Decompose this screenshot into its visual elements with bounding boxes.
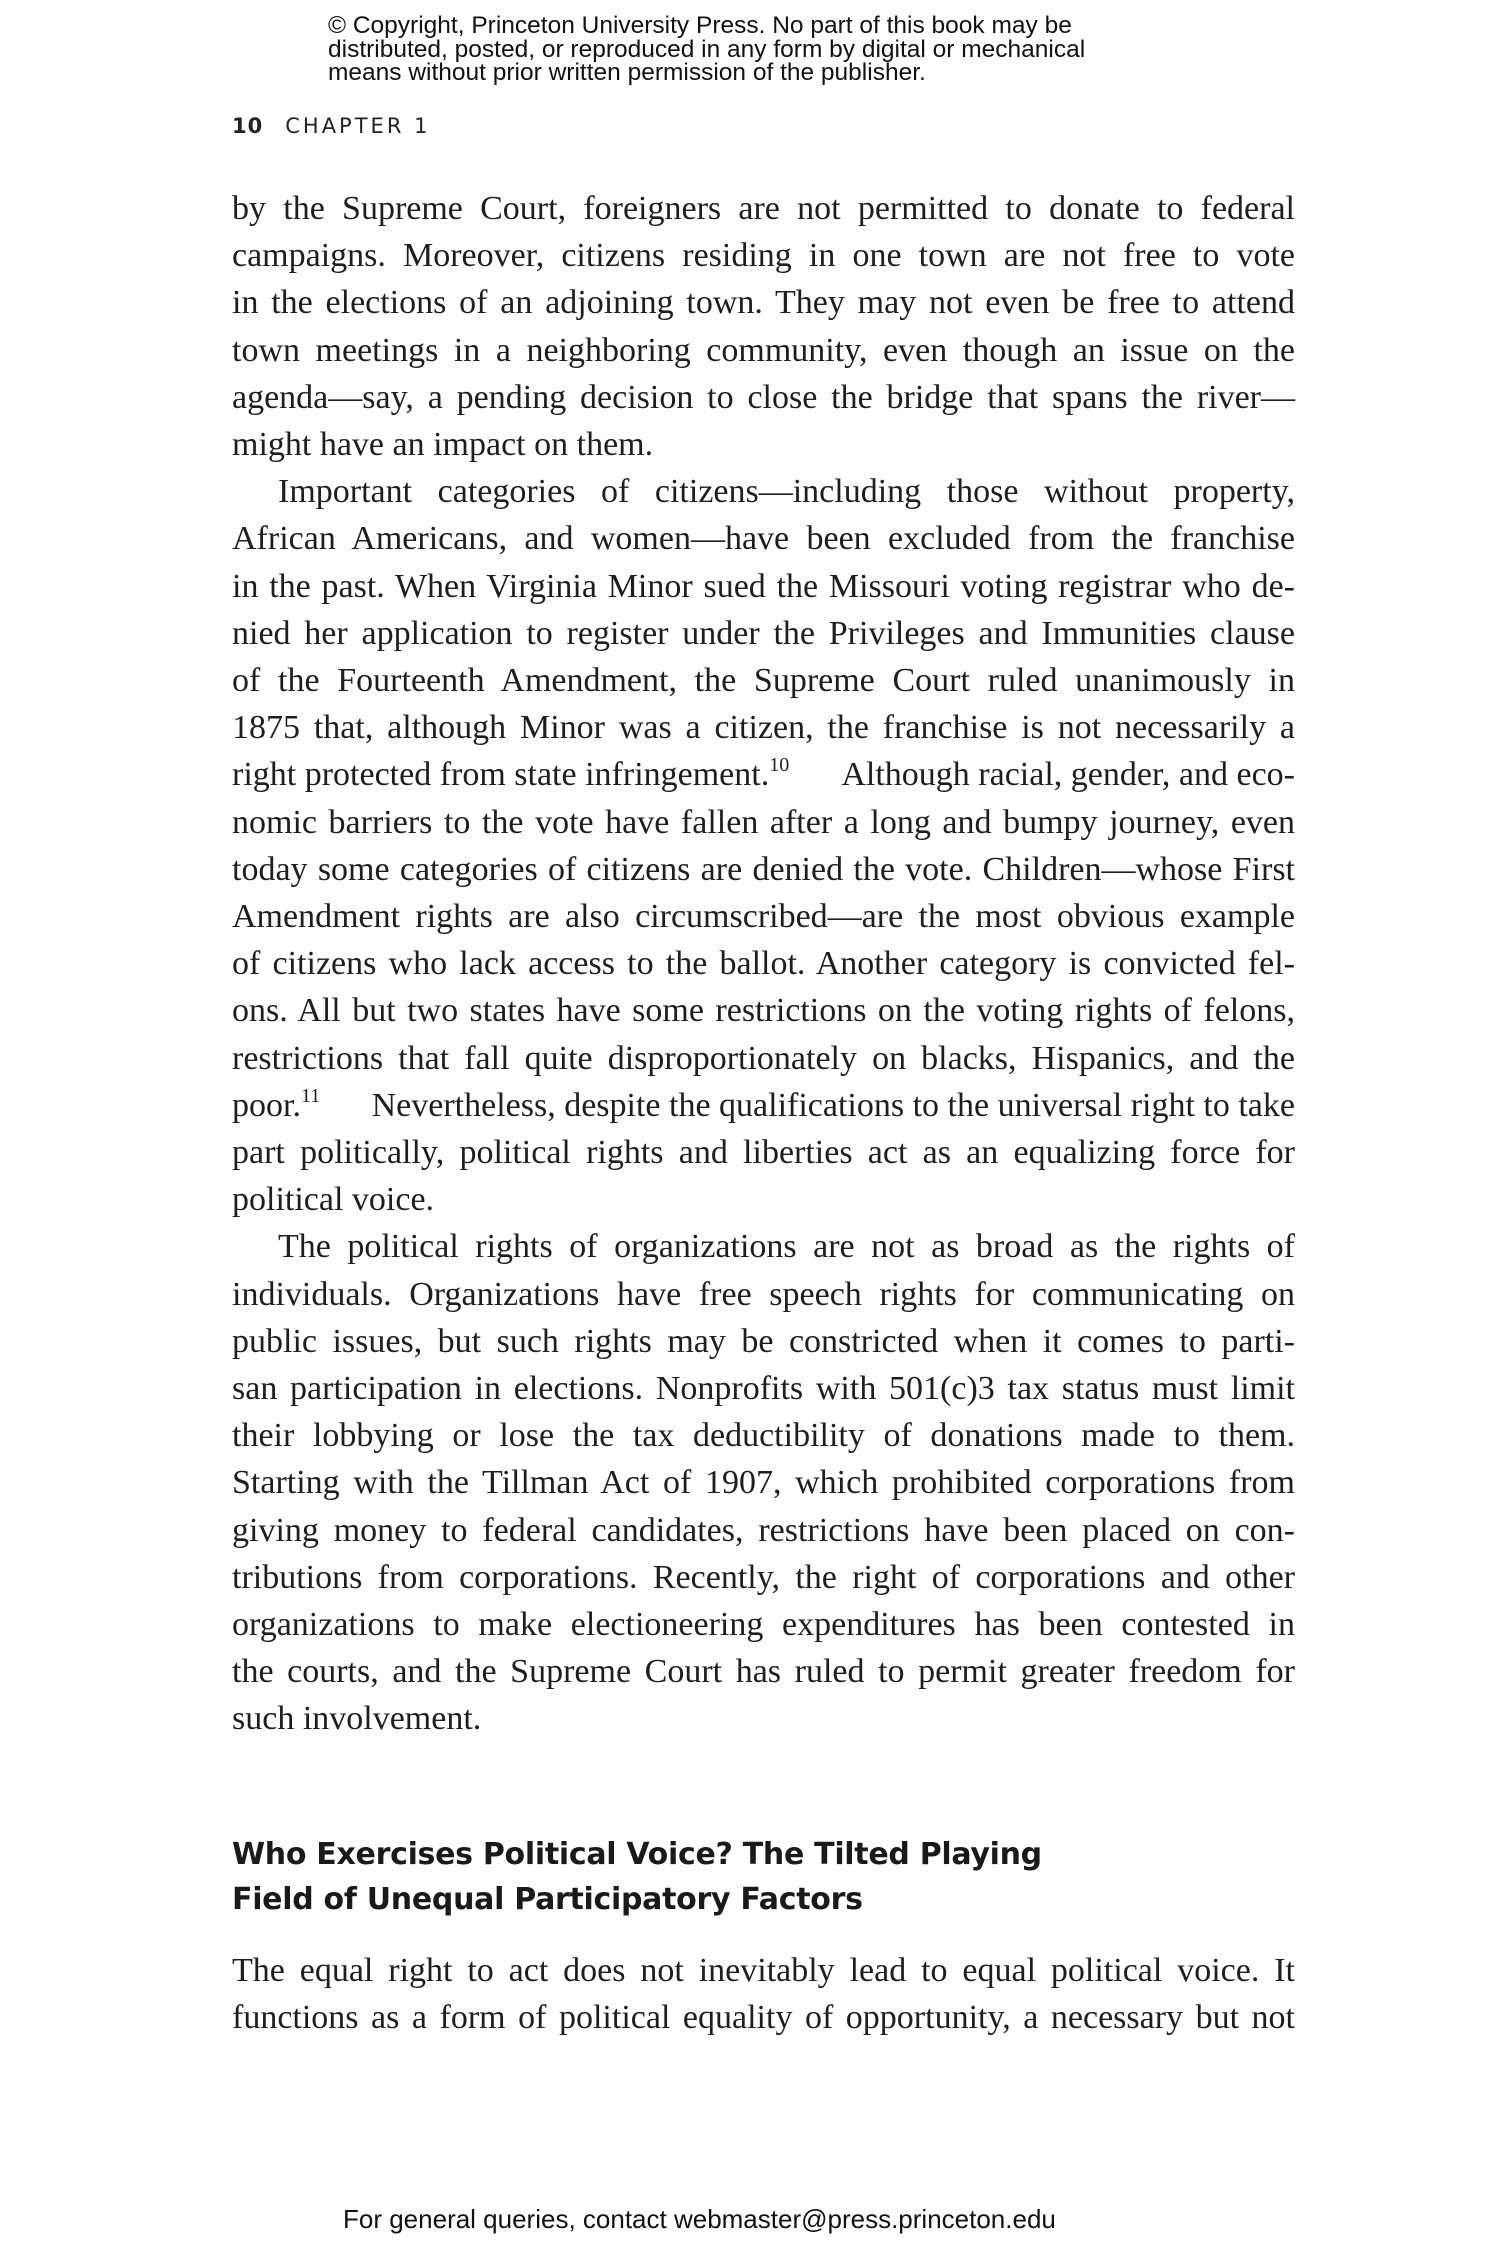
- text-line: part politically, political rights and liberties act as an equalizing force for: [232, 1133, 1295, 1171]
- text-line: African Americans, and women—have been excluded from the franchise: [232, 520, 1295, 558]
- text-span: Although racial, gender, and eco-: [841, 756, 1295, 794]
- text-line: political voice.: [232, 1181, 435, 1219]
- text-line: such involvement.: [232, 1700, 482, 1738]
- section-heading: [232, 1832, 1132, 1922]
- text-span: poor.: [232, 1086, 301, 1124]
- text-line: their lobbying or lose the tax deductibility of donations made to them.: [232, 1417, 1295, 1455]
- text-line: organizations to make electioneering expenditures has been contested in: [232, 1605, 1295, 1643]
- text-line: giving money to federal candidates, restrictions have been placed on con-: [232, 1511, 1295, 1549]
- text-line: [232, 1084, 1295, 1134]
- text-line: Starting with the Tillman Act of 1907, which prohibited corporations from: [232, 1464, 1295, 1502]
- text-line: individuals. Organizations have free speech rights for communicating on: [232, 1275, 1295, 1313]
- text-line: The political rights of organizations are not as broad as the rights of: [278, 1228, 1295, 1266]
- text-line: functions as a form of political equality of opportunity, a necessary but not: [232, 1999, 1295, 2037]
- footnote-ref-10[interactable]: 10: [769, 754, 790, 777]
- text-line: of citizens who lack access to the ballot. Another category is convicted fel-: [232, 945, 1295, 983]
- copyright-line: distributed, posted, or reproduced in any form by digital or mechanical: [328, 35, 1086, 63]
- text-line: Important categories of citizens—including those without property,: [278, 473, 1295, 511]
- text-line: tributions from corporations. Recently, the right of corporations and other: [232, 1558, 1295, 1596]
- text-line: of the Fourteenth Amendment, the Supreme Court ruled unanimously in: [232, 661, 1295, 699]
- copyright-notice: [328, 14, 1228, 85]
- text-line: 1875 that, although Minor was a citizen, the franchise is not necessarily a: [232, 709, 1295, 747]
- text-line: town meetings in a neighboring community, even though an issue on the: [232, 331, 1295, 369]
- text-line: agenda—say, a pending decision to close the bridge that spans the river—: [232, 378, 1295, 416]
- heading-line: Who Exercises Political Voice? The Tilted Playing: [232, 1837, 1042, 1872]
- text-line: might have an impact on them.: [232, 426, 654, 463]
- text-line: public issues, but such rights may be constricted when it comes to parti-: [232, 1322, 1295, 1360]
- text-line: nied her application to register under the Privileges and Immunities clause: [232, 614, 1295, 652]
- text-line: The equal right to act does not inevitably lead to equal political voice. It: [232, 1952, 1295, 1989]
- text-line: ons. All but two states have some restrictions on the voting rights of felons,: [232, 992, 1295, 1030]
- text-span: Nevertheless, despite the qualifications to the universal right to take: [371, 1086, 1295, 1124]
- text-line: Amendment rights are also circumscribed—are the most obvious example: [232, 897, 1295, 935]
- text-line: san participation in elections. Nonprofits with 501(c)3 tax status must limit: [232, 1369, 1295, 1407]
- footnote-ref-11[interactable]: 11: [300, 1084, 321, 1107]
- text-line: [232, 756, 1295, 803]
- text-line: in the past. When Virginia Minor sued the Missouri voting registrar who de-: [232, 567, 1295, 605]
- text-line: nomic barriers to the vote have fallen after a long and bumpy journey, even: [232, 803, 1295, 841]
- heading-line: Field of Unequal Participatory Factors: [232, 1882, 863, 1917]
- copyright-line: means without prior written permission of the publisher.: [328, 59, 926, 87]
- footer-contact: For general queries, contact webmaster@press.princeton.edu: [343, 2204, 1056, 2234]
- page-number: 10: [232, 114, 264, 138]
- chapter-label: CHAPTER 1: [285, 114, 431, 138]
- text-span: right protected from state infringement.: [232, 756, 770, 794]
- text-line: in the elections of an adjoining town. They may not even be free to attend: [232, 284, 1295, 322]
- text-line: restrictions that fall quite disproportionately on blacks, Hispanics, and the: [232, 1039, 1295, 1077]
- text-line: the courts, and the Supreme Court has ruled to permit greater freedom for: [232, 1653, 1295, 1691]
- running-head: [232, 114, 430, 138]
- text-line: campaigns. Moreover, citizens residing in one town are not free to vote: [232, 237, 1295, 275]
- text-line: today some categories of citizens are denied the vote. Children—whose First: [232, 850, 1295, 888]
- text-line: by the Supreme Court, foreigners are not permitted to donate to federal: [232, 190, 1295, 227]
- copyright-line: © Copyright, Princeton University Press. No part of this book may be: [328, 12, 1072, 39]
